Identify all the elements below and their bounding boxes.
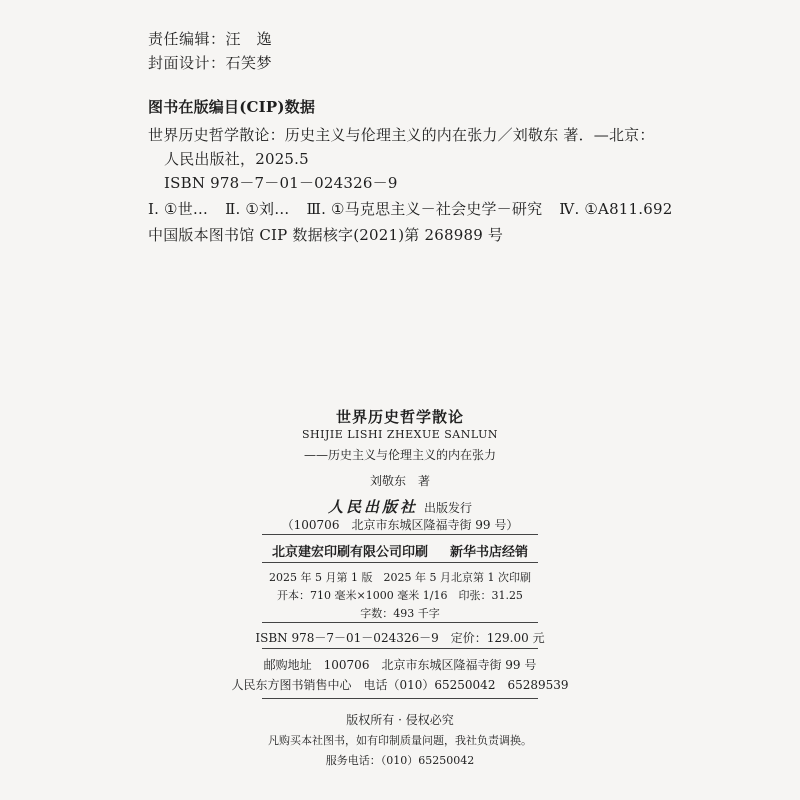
edition-line: 2025 年 5 月第 1 版 2025 年 5 月北京第 1 次印刷	[269, 571, 531, 584]
colophon-author: 刘敬东 著	[369, 474, 430, 488]
publisher-logo: 人民出版社	[327, 498, 418, 516]
publisher-suffix: 出版发行	[424, 501, 473, 515]
distributor: 新华书店经销	[450, 545, 529, 560]
cover-credit	[148, 52, 272, 73]
word-count: 字数：493 千字	[360, 607, 440, 620]
quality-notice: 凡购买本社图书，如有印制质量问题，我社负责调换。	[268, 734, 532, 747]
sales-center: 人民东方图书销售中心 电话（010）65250042 65289539	[231, 678, 569, 692]
divider-1	[262, 534, 538, 535]
divider-2	[262, 562, 538, 563]
colophon-subtitle: ——历史主义与伦理主义的内在张力	[303, 448, 496, 462]
printer: 北京建宏印刷有限公司印刷	[271, 545, 428, 560]
colophon-isbn: ISBN 978－7－01－024326－9	[255, 631, 439, 645]
class-2: Ⅱ. ①刘…	[225, 200, 290, 218]
mail-address: 邮购地址 100706 北京市东城区隆福寺街 99 号	[263, 658, 537, 672]
cip-classification	[148, 198, 673, 219]
class-1: Ⅰ. ①世…	[148, 200, 209, 218]
publisher-address: （100706 北京市东城区隆福寺街 99 号）	[281, 518, 519, 532]
divider-4	[262, 648, 538, 649]
cip-line2: 人民出版社，2025.5	[164, 150, 309, 168]
cover-label: 封面设计：	[148, 54, 226, 72]
colophon-pinyin: SHIJIE LISHI ZHEXUE SANLUN	[302, 428, 498, 441]
cip-line1: 世界历史哲学散论：历史主义与伦理主义的内在张力／刘敬东 著．—北京：	[148, 126, 655, 144]
copyright-notice: 版权所有 · 侵权必究	[346, 713, 454, 727]
editor-label: 责任编辑：	[148, 30, 226, 48]
isbn-price-line	[0, 629, 800, 646]
cover-name: 石笑梦	[225, 54, 273, 72]
cip-heading: 图书在版编目(CIP)数据	[148, 98, 316, 116]
cip-record: 中国版本图书馆 CIP 数据核字(2021)第 268989 号	[148, 226, 504, 244]
editor-credit	[148, 28, 272, 49]
class-4: Ⅳ. ①A811.692	[559, 200, 673, 218]
printer-line	[0, 541, 800, 560]
class-3: Ⅲ. ①马克思主义－社会史学－研究	[306, 200, 543, 218]
colophon-title: 世界历史哲学散论	[335, 408, 464, 426]
divider-3	[262, 622, 538, 623]
price: 定价：129.00 元	[450, 631, 545, 645]
divider-5	[262, 698, 538, 699]
service-phone: 服务电话：（010）65250042	[325, 754, 475, 767]
colophon-publisher	[0, 496, 800, 517]
cip-isbn: ISBN 978－7－01－024326－9	[164, 174, 398, 192]
editor-name: 汪 逸	[225, 30, 273, 48]
format-line: 开本：710 毫米×1000 毫米 1/16 印张：31.25	[277, 589, 523, 602]
